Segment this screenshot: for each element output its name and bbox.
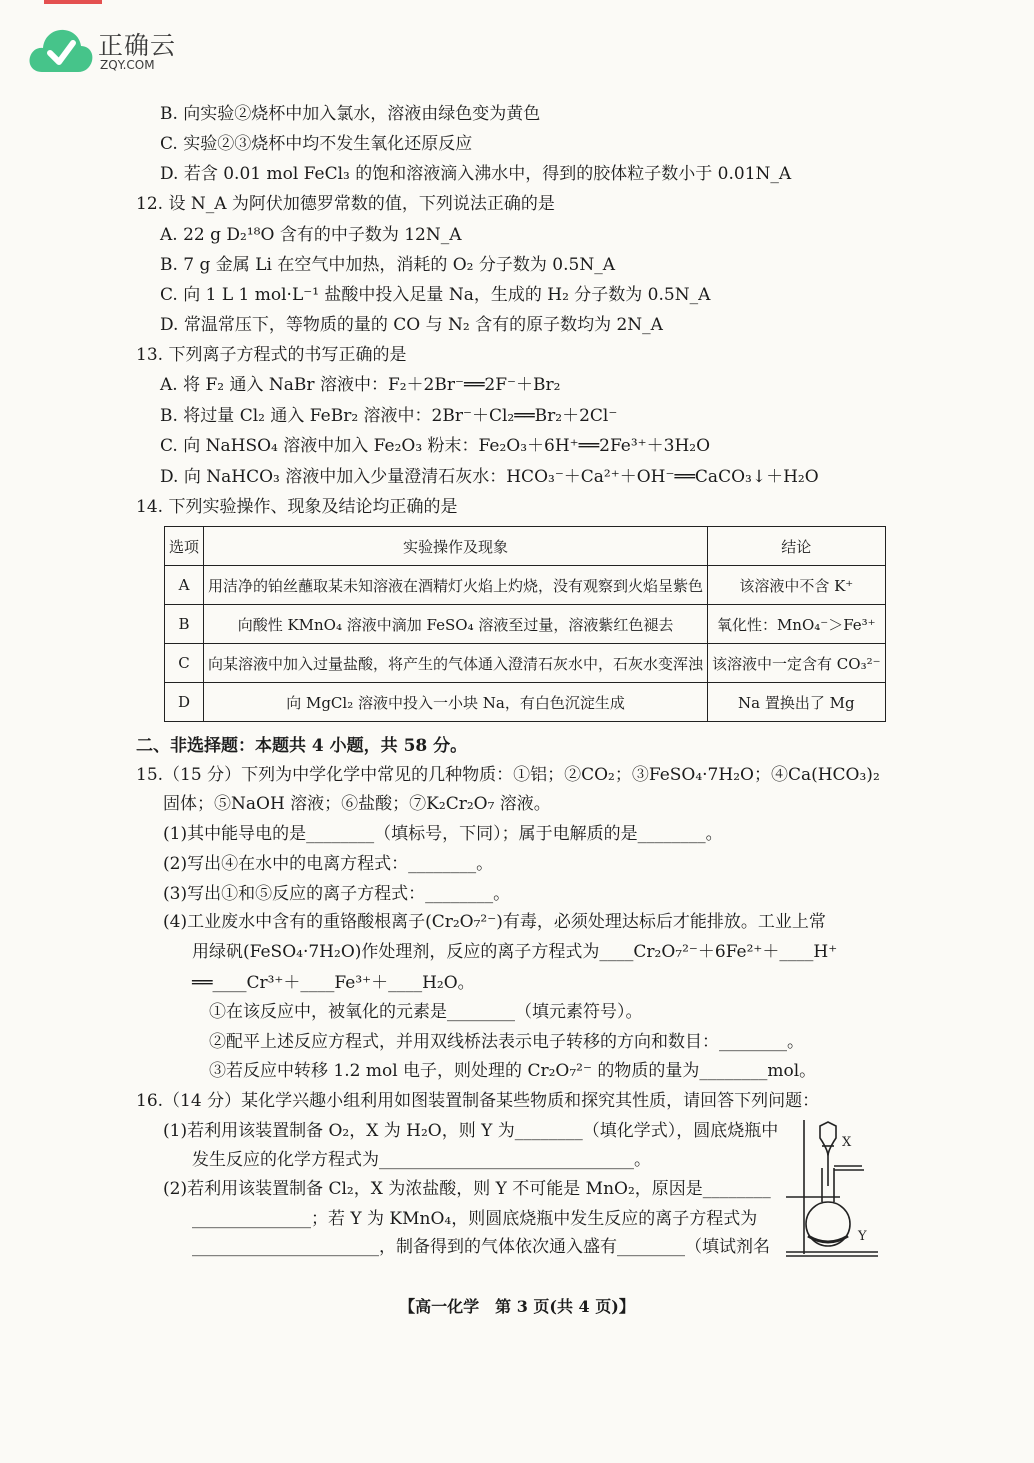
table-cell: 向某溶液中加入过量盐酸，将产生的气体通入澄清石灰水中，石灰水变浑浊 bbox=[204, 644, 708, 683]
table-cell: C bbox=[165, 644, 204, 683]
table-cell: 向 MgCl₂ 溶液中投入一小块 Na，有白色沉淀生成 bbox=[204, 683, 708, 722]
table-cell: Na 置换出了 Mg bbox=[708, 683, 886, 722]
q15-stem-line-2: 固体；⑤NaOH 溶液；⑥盐酸；⑦K₂Cr₂O₇ 溶液。 bbox=[163, 794, 551, 814]
q16-part-1-line-2: 发生反应的化学方程式为______________________________。 bbox=[192, 1150, 651, 1170]
table-row bbox=[165, 605, 886, 644]
q11-option-d: D. 若含 0.01 mol FeCl₃ 的饱和溶液滴入沸水中，得到的胶体粒子数小于 0.01N_A bbox=[160, 164, 792, 184]
table-cell: 向酸性 KMnO₄ 溶液中滴加 FeSO₄ 溶液至过量，溶液紫红色褪去 bbox=[204, 605, 708, 644]
q13-option-d: D. 向 NaHCO₃ 溶液中加入少量澄清石灰水：HCO₃⁻＋Ca²⁺＋OH⁻══CaCO₃↓＋H₂O bbox=[160, 467, 819, 487]
q16-part-2-line-3: ______________________，制备得到的气体依次通入盛有________（填试剂名 bbox=[192, 1237, 770, 1257]
table-header-row bbox=[165, 527, 886, 566]
q15-stem-line-1: 15.（15 分）下列为中学化学中常见的几种物质：①铝；②CO₂；③FeSO₄·7H₂O；④Ca(HCO₃)₂ bbox=[136, 765, 880, 785]
q14-stem: 14. 下列实验操作、现象及结论均正确的是 bbox=[136, 497, 458, 517]
q12-option-b: B. 7 g 金属 Li 在空气中加热，消耗的 O₂ 分子数为 0.5N_A bbox=[160, 255, 615, 275]
table-cell: 该溶液中不含 K⁺ bbox=[708, 566, 886, 605]
separatory-funnel bbox=[820, 1122, 836, 1156]
q16-part-2-line-1: (2)若利用该装置制备 Cl₂，X 为浓盐酸，则 Y 不可能是 MnO₂，原因是________ bbox=[163, 1179, 771, 1199]
q11-option-c: C. 实验②③烧杯中均不发生氧化还原反应 bbox=[160, 134, 473, 154]
q13-option-a: A. 将 F₂ 通入 NaBr 溶液中：F₂＋2Br⁻══2F⁻＋Br₂ bbox=[160, 375, 561, 395]
table-cell: 氧化性：MnO₄⁻＞Fe³⁺ bbox=[708, 605, 886, 644]
table-cell: D bbox=[165, 683, 204, 722]
top-red-bar bbox=[44, 0, 102, 4]
q15-sub-1: ①在该反应中，被氧化的元素是________（填元素符号）。 bbox=[209, 1002, 643, 1022]
table-row bbox=[165, 683, 886, 722]
table-cell: 该溶液中一定含有 CO₃²⁻ bbox=[708, 644, 886, 683]
q12-stem: 12. 设 N_A 为阿伏加德罗常数的值，下列说法正确的是 bbox=[136, 194, 555, 214]
q12-option-a: A. 22 g D₂¹⁸O 含有的中子数为 12N_A bbox=[160, 225, 462, 245]
q16-part-2-line-2: ______________；若 Y 为 KMnO₄，则圆底烧瓶中发生反应的离子方程式为 bbox=[192, 1209, 758, 1229]
table-cell: A bbox=[165, 566, 204, 605]
section-2-heading: 二、非选择题：本题共 4 小题，共 58 分。 bbox=[136, 736, 468, 756]
q16-stem: 16.（14 分）某化学兴趣小组利用如图装置制备某些物质和探究其性质，请回答下列问题： bbox=[136, 1091, 820, 1111]
table-cell: B bbox=[165, 605, 204, 644]
logo bbox=[28, 18, 188, 78]
q14-table bbox=[164, 526, 886, 722]
label-x: X bbox=[842, 1135, 852, 1150]
q13-option-c: C. 向 NaHSO₄ 溶液中加入 Fe₂O₃ 粉末：Fe₂O₃＋6H⁺══2Fe³⁺＋3H₂O bbox=[160, 436, 711, 456]
label-y: Y bbox=[858, 1229, 867, 1244]
table-header: 实验操作及现象 bbox=[204, 527, 708, 566]
table-row bbox=[165, 644, 886, 683]
table-header: 选项 bbox=[165, 527, 204, 566]
logo-name: 正确云 bbox=[98, 31, 177, 60]
table-header: 结论 bbox=[708, 527, 886, 566]
q15-part-1: (1)其中能导电的是________（填标号，下同）；属于电解质的是________。 bbox=[163, 824, 723, 844]
table-row bbox=[165, 566, 886, 605]
q15-part-4-line-1: (4)工业废水中含有的重铬酸根离子(Cr₂O₇²⁻)有毒，必须处理达标后才能排放。工业上常 bbox=[163, 912, 826, 932]
q15-part-4-line-2: 用绿矾(FeSO₄·7H₂O)作处理剂，反应的离子方程式为____Cr₂O₇²⁻＋6Fe²⁺＋____H⁺ bbox=[192, 942, 838, 962]
logo-cloud-check-icon bbox=[28, 24, 94, 76]
q15-part-4-line-3: ══____Cr³⁺＋____Fe³⁺＋____H₂O。 bbox=[192, 973, 475, 993]
q13-option-b: B. 将过量 Cl₂ 通入 FeBr₂ 溶液中：2Br⁻＋Cl₂══Br₂＋2Cl⁻ bbox=[160, 406, 618, 426]
q12-option-d: D. 常温常压下，等物质的量的 CO 与 N₂ 含有的原子数均为 2N_A bbox=[160, 315, 663, 335]
q15-part-3: (3)写出①和⑤反应的离子方程式：________。 bbox=[163, 884, 511, 904]
logo-url: ZQY.COM bbox=[100, 58, 155, 72]
q15-part-2: (2)写出④在水中的电离方程式：________。 bbox=[163, 854, 494, 874]
table-cell: 用洁净的铂丝蘸取某未知溶液在酒精灯火焰上灼烧，没有观察到火焰呈紫色 bbox=[204, 566, 708, 605]
q13-stem: 13. 下列离子方程式的书写正确的是 bbox=[136, 345, 407, 365]
q11-option-b: B. 向实验②烧杯中加入氯水，溶液由绿色变为黄色 bbox=[160, 104, 541, 124]
q16-part-1-line-1: (1)若利用该装置制备 O₂，X 为 H₂O，则 Y 为________（填化学式），圆底烧瓶中 bbox=[163, 1121, 779, 1141]
q15-sub-2: ②配平上述反应方程式，并用双线桥法表示电子转移的方向和数目：________。 bbox=[209, 1032, 804, 1052]
q12-option-c: C. 向 1 L 1 mol·L⁻¹ 盐酸中投入足量 Na，生成的 H₂ 分子数为 0.5N_A bbox=[160, 285, 711, 305]
lab-apparatus-diagram bbox=[782, 1116, 882, 1262]
page-footer: 【高一化学 第 3 页(共 4 页)】 bbox=[399, 1297, 635, 1316]
q15-sub-3: ③若反应中转移 1.2 mol 电子，则处理的 Cr₂O₇²⁻ 的物质的量为________mol。 bbox=[209, 1061, 817, 1081]
